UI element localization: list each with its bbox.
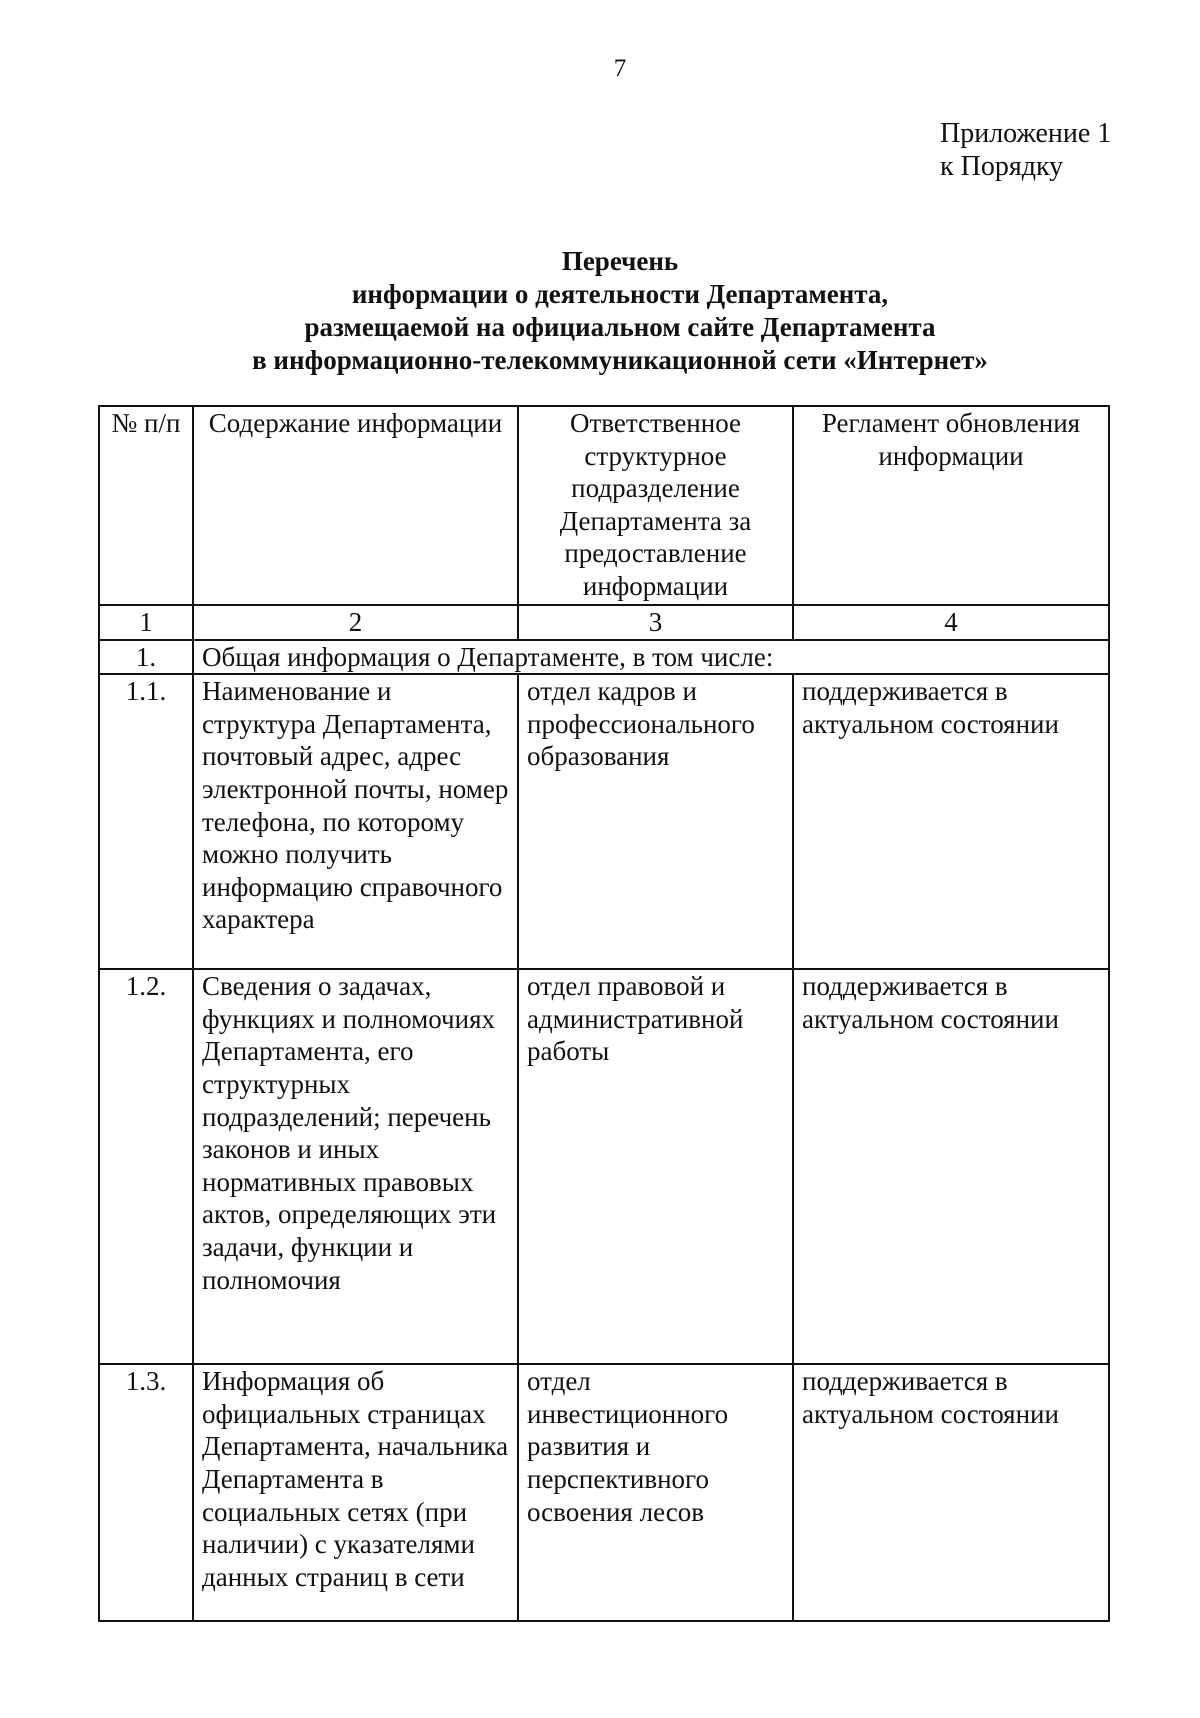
annex-line-2: к Порядку <box>940 151 1064 182</box>
document-title <box>0 245 1200 377</box>
table-header-row <box>99 406 1109 605</box>
title-line-2: информации о деятельности Департамента, <box>351 279 889 309</box>
row-responsible: отдел инвестиционного развития и перспективного освоения лесов <box>518 1364 793 1621</box>
row-content: Наименование и структура Департамента, почтовый адрес, адрес электронной почты, номер телефона, по которому можно получить информацию справочного характера <box>193 674 518 969</box>
section-row <box>99 640 1109 675</box>
header-responsible: Ответственное структурное подразделение Департамента за предоставление информации <box>518 406 793 605</box>
section-title: Общая информация о Департаменте, в том числе: <box>193 640 1109 675</box>
row-schedule: поддерживается в актуальном состоянии <box>793 969 1109 1364</box>
column-number-4: 4 <box>793 605 1109 640</box>
row-schedule: поддерживается в актуальном состоянии <box>793 674 1109 969</box>
title-line-1: Перечень <box>561 246 679 276</box>
column-number-2: 2 <box>193 605 518 640</box>
row-responsible: отдел кадров и профессионального образования <box>518 674 793 969</box>
header-content: Содержание информации <box>193 406 518 605</box>
column-number-3: 3 <box>518 605 793 640</box>
row-schedule: поддерживается в актуальном состоянии <box>793 1364 1109 1621</box>
annex-reference <box>940 117 1111 183</box>
information-table <box>98 405 1110 1622</box>
annex-line-1: Приложение 1 <box>940 118 1112 149</box>
table-row <box>99 674 1109 969</box>
table-row <box>99 1364 1109 1621</box>
row-number: 1.3. <box>99 1364 193 1621</box>
column-number-row <box>99 605 1109 640</box>
row-number: 1.2. <box>99 969 193 1364</box>
table-row <box>99 969 1109 1364</box>
page-number: 7 <box>613 55 627 82</box>
header-schedule: Регламент обновления информации <box>793 406 1109 605</box>
title-line-4: в информационно-телекоммуникационной сети «Интернет» <box>252 345 988 375</box>
row-content: Сведения о задачах, функциях и полномочиях Департамента, его структурных подразделений; перечень законов и иных нормативных правовых актов, определяющих эти задачи, функции и полномочия <box>193 969 518 1364</box>
column-number-1: 1 <box>99 605 193 640</box>
section-number: 1. <box>99 640 193 675</box>
header-number: № п/п <box>99 406 193 605</box>
row-responsible: отдел правовой и административной работы <box>518 969 793 1364</box>
row-number: 1.1. <box>99 674 193 969</box>
row-content: Информация об официальных страницах Департамента, начальника Департамента в социальных сетях (при наличии) с указателями данных страниц в сети <box>193 1364 518 1621</box>
title-line-3: размещаемой на официальном сайте Департамента <box>304 312 936 342</box>
